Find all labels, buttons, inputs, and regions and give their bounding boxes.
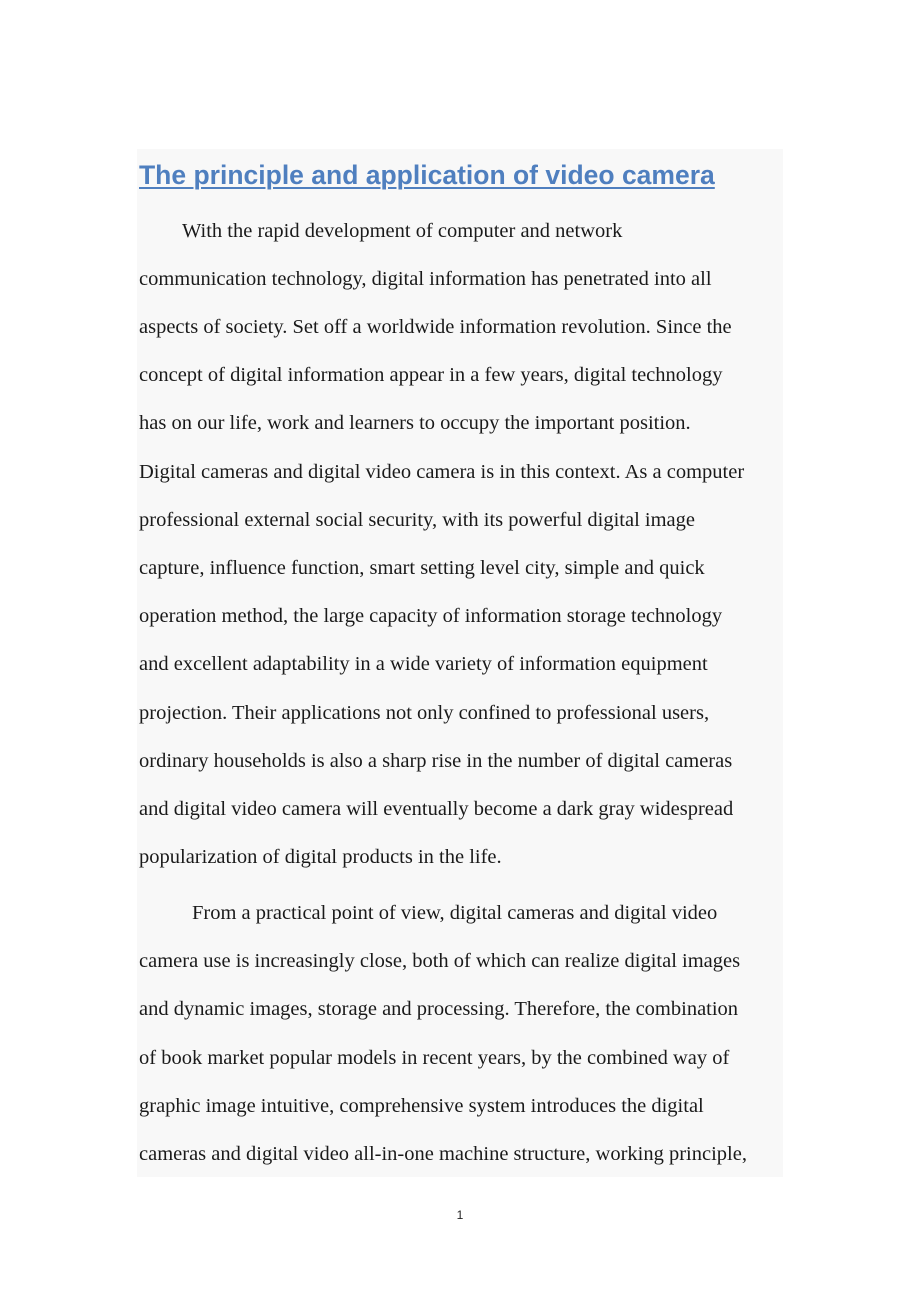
paragraph-line: projection. Their applications not only confined to professional users, (139, 702, 710, 724)
paragraph-line: and dynamic images, storage and processing. Therefore, the combination (139, 998, 739, 1020)
paragraph-line: camera use is increasingly close, both of which can realize digital images (139, 950, 741, 972)
paragraph-line: popularization of digital products in the life. (139, 846, 502, 868)
paragraph-line: communication technology, digital information has penetrated into all (139, 268, 712, 290)
paragraph-line: graphic image intuitive, comprehensive system introduces the digital (139, 1095, 704, 1117)
document-title: The principle and application of video camera (139, 160, 715, 190)
paragraph-line: From a practical point of view, digital cameras and digital video (192, 902, 718, 924)
paragraph-line: ordinary households is also a sharp rise in the number of digital cameras (139, 750, 733, 772)
paragraph-line: capture, influence function, smart setting level city, simple and quick (139, 557, 705, 579)
paragraph-line: has on our life, work and learners to occupy the important position. (139, 412, 691, 434)
paragraph-line: and excellent adaptability in a wide variety of information equipment (139, 653, 708, 675)
paragraph-line: professional external social security, with its powerful digital image (139, 509, 696, 531)
paragraph-line: Digital cameras and digital video camera is in this context. As a computer (139, 461, 745, 483)
paragraph-line: With the rapid development of computer and network (182, 220, 623, 242)
paragraph-line: of book market popular models in recent years, by the combined way of (139, 1047, 730, 1069)
paragraph-line: operation method, the large capacity of information storage technology (139, 605, 723, 627)
paragraph-line: aspects of society. Set off a worldwide information revolution. Since the (139, 316, 732, 338)
page-number: 1 (456, 1208, 464, 1222)
paragraph-line: and digital video camera will eventually become a dark gray widespread (139, 798, 734, 820)
paragraph-line: cameras and digital video all-in-one machine structure, working principle, (139, 1143, 747, 1165)
paragraph-line: concept of digital information appear in a few years, digital technology (139, 364, 723, 386)
